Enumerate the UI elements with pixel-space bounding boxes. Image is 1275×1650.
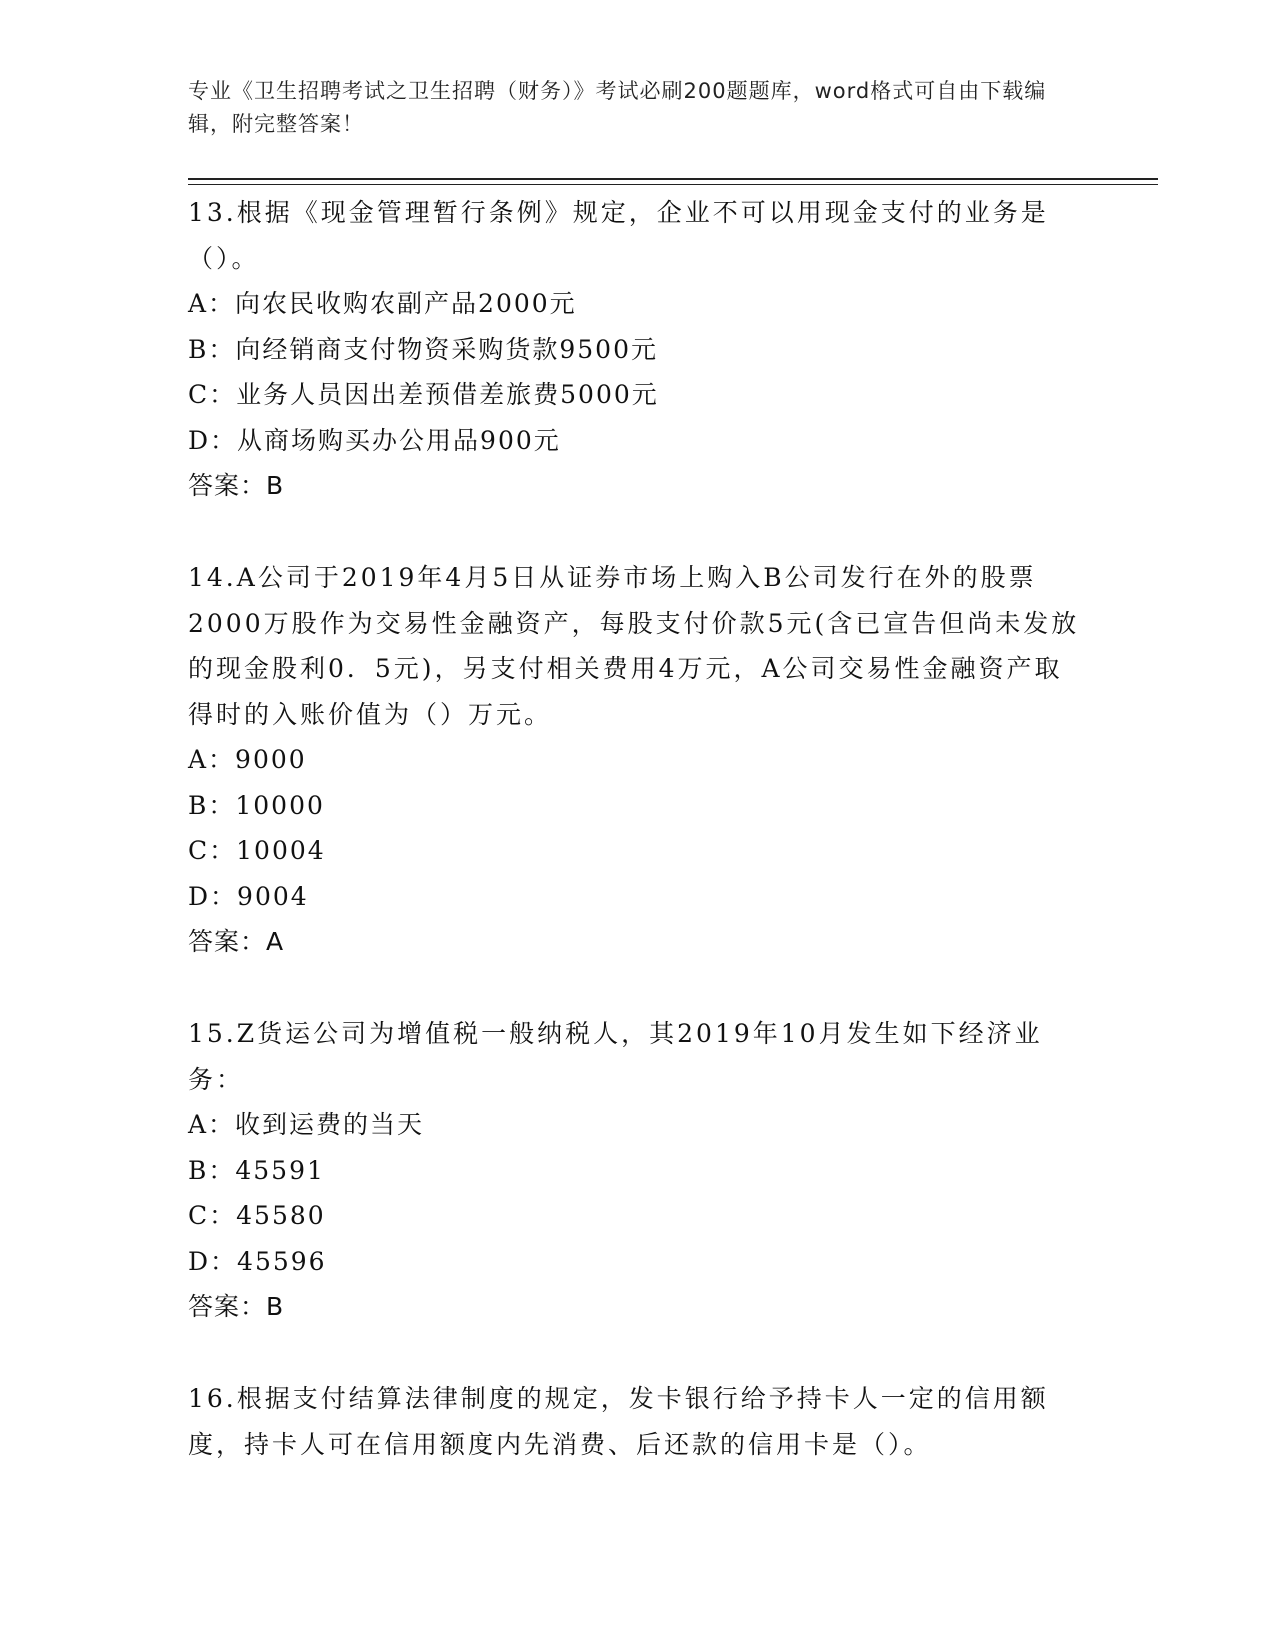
option-a: A：收到运费的当天 — [188, 1110, 425, 1139]
option-c: C：45580 — [188, 1201, 326, 1230]
option-a: A：9000 — [188, 745, 307, 774]
question-14 — [188, 555, 1088, 964]
question-15 — [188, 1011, 1088, 1329]
option-d: D：从商场购买办公用品900元 — [188, 425, 561, 455]
option-d: D：9004 — [188, 881, 309, 911]
answer: 答案：A — [188, 927, 285, 956]
option-b: B：向经销商支付物资采购货款9500元 — [188, 334, 658, 364]
answer: 答案：B — [188, 471, 285, 500]
answer: 答案：B — [188, 1292, 285, 1321]
option-a: A：向农民收购农副产品2000元 — [188, 289, 577, 318]
question-spacer — [188, 964, 1088, 1011]
question-stem: 16.根据支付结算法律制度的规定，发卡银行给予持卡人一定的信用额度，持卡人可在信用额度内先消费、后还款的信用卡是（）。 — [188, 1384, 1049, 1459]
header-rule-thick — [188, 178, 1158, 180]
option-d: D：45596 — [188, 1246, 327, 1276]
option-b: B：10000 — [188, 790, 325, 820]
option-c: C：业务人员因出差预借差旅费5000元 — [188, 380, 659, 409]
question-16 — [188, 1376, 1088, 1467]
document-header: 专业《卫生招聘考试之卫生招聘（财务）》考试必刷200题题库，word格式可自由下载编辑，附完整答案！ — [188, 79, 1047, 136]
question-list — [188, 190, 1088, 1467]
question-spacer — [188, 1329, 1088, 1376]
option-b: B：45591 — [188, 1155, 325, 1185]
question-spacer — [188, 508, 1088, 555]
header-rule-thin — [188, 184, 1158, 185]
option-c: C：10004 — [188, 836, 326, 865]
question-13 — [188, 190, 1088, 508]
question-stem: 13.根据《现金管理暂行条例》规定，企业不可以用现金支付的业务是（）。 — [188, 198, 1049, 273]
question-stem: 15.Z货运公司为增值税一般纳税人，其2019年10月发生如下经济业务： — [188, 1019, 1043, 1094]
question-stem: 14.A公司于2019年4月5日从证券市场上购入B公司发行在外的股票2000万股作为交易性金融资产，每股支付价款5元(含已宣告但尚未发放的现金股利0．5元)，另支付相关费用4万元，A公司交易性金融资产取得时的入账价值为（）万元。 — [188, 563, 1080, 729]
